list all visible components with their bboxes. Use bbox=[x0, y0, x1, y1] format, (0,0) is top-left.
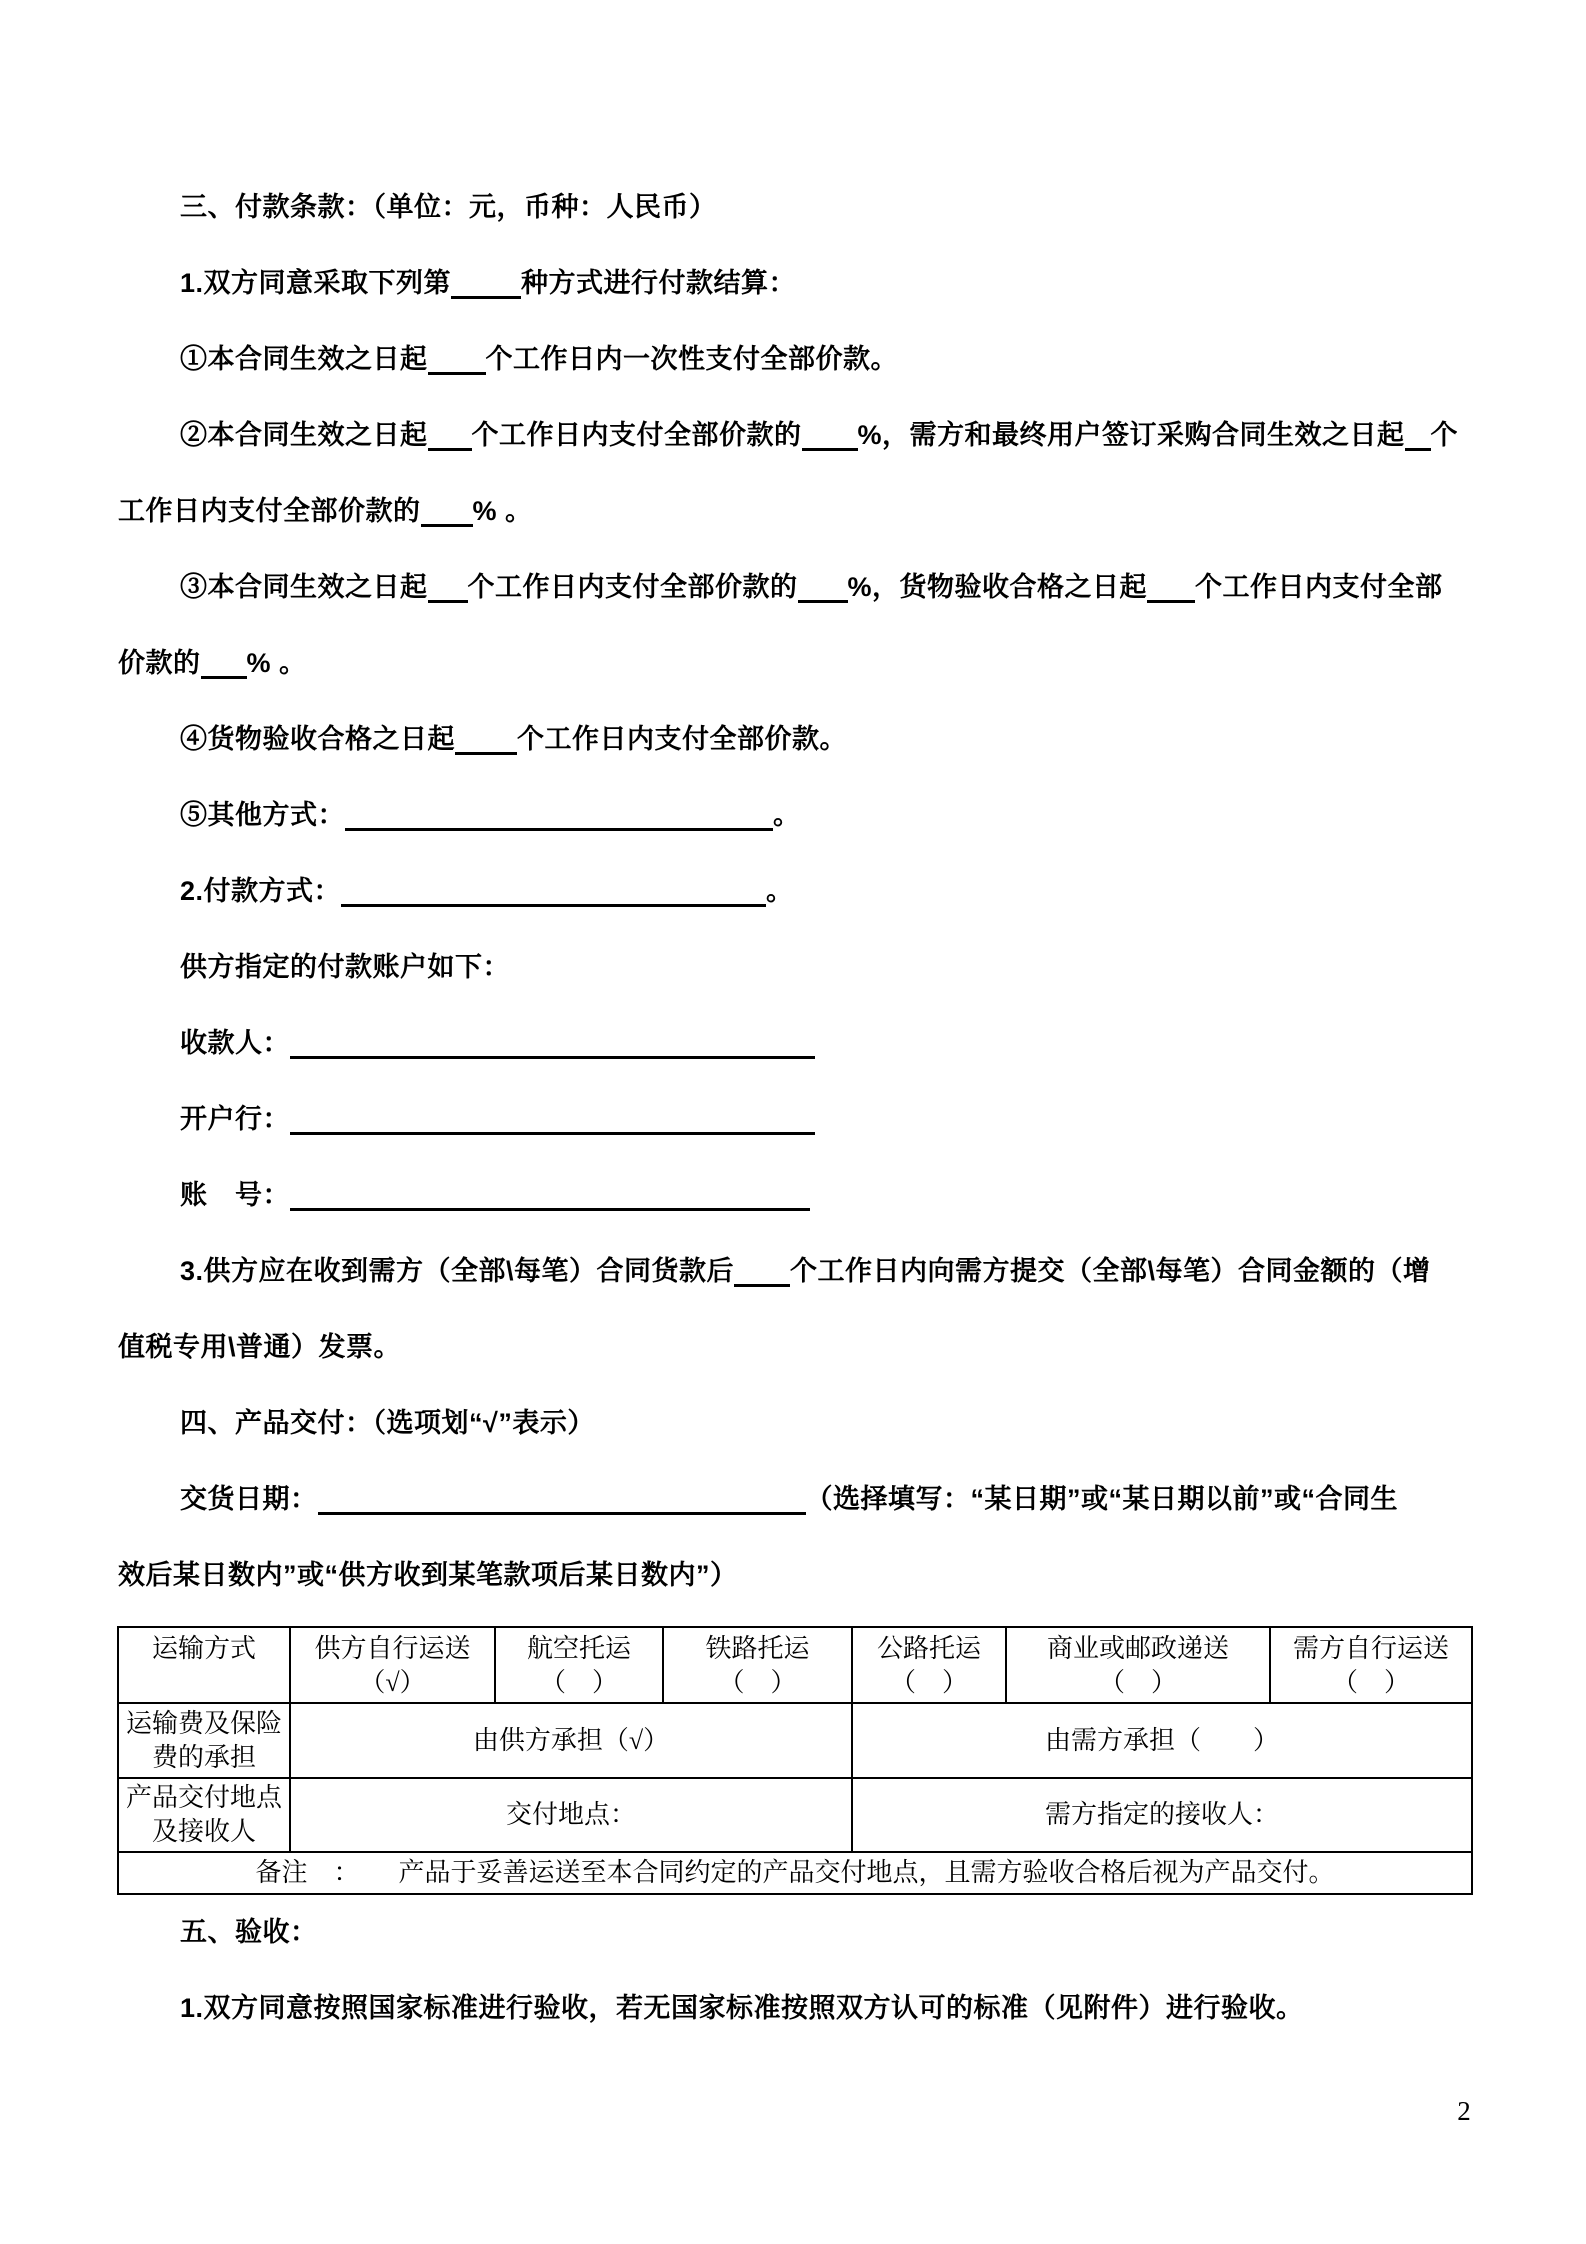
text-run: 个工作日内支付全部价款。 bbox=[517, 724, 847, 754]
freight-cost-row bbox=[118, 1703, 1472, 1778]
text-run: 四、产品交付：（选项划“√”表示） bbox=[180, 1408, 595, 1438]
delivery-place-row bbox=[118, 1778, 1472, 1852]
option-label: 供方自行运送 bbox=[314, 1634, 471, 1663]
payment-clause-2 bbox=[118, 853, 1470, 929]
account-number-line bbox=[118, 1157, 1470, 1233]
text-run: ④货物验收合格之日起 bbox=[180, 724, 455, 754]
remark-row bbox=[118, 1852, 1472, 1894]
acceptance-clause-1 bbox=[118, 1970, 1470, 2046]
option-label: 航空托运 bbox=[526, 1634, 631, 1663]
text-run: 种方式进行付款结算： bbox=[521, 268, 797, 298]
option-road-freight bbox=[852, 1627, 1006, 1703]
fill-in-blank bbox=[318, 1480, 806, 1515]
option-checkbox: （ ） bbox=[1098, 1668, 1177, 1697]
payment-option-2 bbox=[118, 397, 1470, 549]
text-run: （选择填写：“某日期”或“某日期以前”或“合同生 bbox=[805, 1484, 1398, 1514]
text-run: 1.双方同意按照国家标准进行验收，若无国家标准按照双方认可的标准（见附件）进行验收。 bbox=[180, 1993, 1304, 2023]
option-label: 商业或邮政递送 bbox=[1046, 1634, 1229, 1663]
payment-clause-3 bbox=[118, 1233, 1470, 1385]
option-air-freight bbox=[495, 1627, 663, 1703]
text-run: 工作日内支付全部价款的 bbox=[118, 496, 421, 526]
option-supplier-self-delivery bbox=[290, 1627, 495, 1703]
page-number: 2 bbox=[1457, 2096, 1471, 2126]
text-run: 3.供方应在收到需方（全部\每笔）合同货款后 bbox=[180, 1256, 735, 1286]
text-run: 效后某日数内”或“供方收到某笔款项后某日数内”） bbox=[118, 1560, 738, 1590]
delivery-place-label: 产品交付地点及接收人 bbox=[118, 1778, 290, 1852]
text-run: ①本合同生效之日起 bbox=[180, 344, 428, 374]
payment-clause-1 bbox=[118, 245, 1470, 321]
text-run: 交货日期： bbox=[180, 1484, 318, 1514]
option-checkbox: （ ） bbox=[1331, 1668, 1410, 1697]
option-checkbox: （ ） bbox=[539, 1668, 618, 1697]
transport-mode-row bbox=[118, 1627, 1472, 1703]
fill-in-blank bbox=[802, 416, 858, 451]
text-run: 1.双方同意采取下列第 bbox=[180, 268, 452, 298]
fill-in-blank bbox=[734, 1252, 790, 1287]
fill-in-blank bbox=[428, 340, 486, 375]
account-intro bbox=[118, 929, 1470, 1005]
text-run: 价款的 bbox=[118, 648, 201, 678]
bank-line bbox=[118, 1081, 1470, 1157]
delivery-place-field: 交付地点： bbox=[290, 1778, 852, 1852]
option-rail-freight bbox=[663, 1627, 852, 1703]
text-run: 个工作日内一次性支付全部价款。 bbox=[485, 344, 898, 374]
option-label: 需方自行运送 bbox=[1292, 1634, 1449, 1663]
option-label: 铁路托运 bbox=[705, 1634, 810, 1663]
acceptance-section bbox=[118, 1894, 1470, 2046]
text-run: 个 bbox=[1430, 420, 1459, 450]
delivery-date-line bbox=[118, 1461, 1470, 1613]
text-run: 个工作日内支付全部价款的 bbox=[471, 420, 802, 450]
fill-in-blank bbox=[428, 416, 472, 451]
fill-in-blank bbox=[451, 264, 521, 299]
payment-option-1 bbox=[118, 321, 1470, 397]
transport-mode-label: 运输方式 bbox=[118, 1627, 290, 1703]
text-run: % 。 bbox=[472, 496, 533, 526]
fill-in-blank bbox=[290, 1100, 815, 1135]
delivery-method-table bbox=[117, 1626, 1473, 1895]
payee-line bbox=[118, 1005, 1470, 1081]
text-run: 。 bbox=[766, 876, 794, 906]
fill-in-blank bbox=[201, 644, 247, 679]
option-commercial-postal bbox=[1006, 1627, 1270, 1703]
option-checkbox: （√） bbox=[359, 1668, 426, 1697]
text-run: 个工作日内支付全部价款的 bbox=[467, 572, 798, 602]
option-label: 公路托运 bbox=[876, 1634, 981, 1663]
option-checkbox: （ ） bbox=[718, 1668, 797, 1697]
text-run: 2.付款方式： bbox=[180, 876, 342, 906]
fill-in-blank bbox=[798, 568, 848, 603]
text-run: %，需方和最终用户签订采购合同生效之日起 bbox=[857, 420, 1405, 450]
payment-option-4 bbox=[118, 701, 1470, 777]
text-run: 个工作日内向需方提交（全部\每笔）合同金额的（增 bbox=[790, 1256, 1431, 1286]
designated-receiver-field: 需方指定的接收人： bbox=[852, 1778, 1472, 1852]
payment-and-delivery-section bbox=[118, 169, 1470, 1613]
fill-in-blank bbox=[428, 568, 468, 603]
section-3-heading bbox=[118, 169, 1470, 245]
text-run: 收款人： bbox=[180, 1028, 290, 1058]
section-5-heading bbox=[118, 1894, 1470, 1970]
text-run: ②本合同生效之日起 bbox=[180, 420, 428, 450]
fill-in-blank bbox=[345, 796, 773, 831]
freight-borne-by-buyer: 由需方承担（ ） bbox=[852, 1703, 1472, 1778]
freight-cost-label: 运输费及保险费的承担 bbox=[118, 1703, 290, 1778]
text-run: ③本合同生效之日起 bbox=[180, 572, 428, 602]
fill-in-blank bbox=[421, 492, 473, 527]
payment-option-3 bbox=[118, 549, 1470, 701]
text-run: 开户行： bbox=[180, 1104, 290, 1134]
text-run: % 。 bbox=[246, 648, 307, 678]
fill-in-blank bbox=[1147, 568, 1195, 603]
fill-in-blank bbox=[455, 720, 517, 755]
section-4-heading bbox=[118, 1385, 1470, 1461]
fill-in-blank bbox=[1405, 416, 1431, 451]
text-run: 个工作日内支付全部 bbox=[1195, 572, 1443, 602]
freight-borne-by-supplier: 由供方承担（√） bbox=[290, 1703, 852, 1778]
text-run: 值税专用\普通）发票。 bbox=[118, 1332, 402, 1362]
text-run: 。 bbox=[773, 800, 801, 830]
text-run: ⑤其他方式： bbox=[180, 800, 345, 830]
fill-in-blank bbox=[341, 872, 766, 907]
fill-in-blank bbox=[290, 1176, 810, 1211]
option-checkbox: （ ） bbox=[889, 1668, 968, 1697]
remark-text: 备注 ： 产品于妥善运送至本合同约定的产品交付地点，且需方验收合格后视为产品交付。 bbox=[118, 1852, 1472, 1894]
text-run: 账 号： bbox=[180, 1180, 290, 1210]
option-buyer-self-pickup bbox=[1270, 1627, 1472, 1703]
payment-option-5 bbox=[118, 777, 1470, 853]
text-run: 五、验收： bbox=[180, 1917, 318, 1947]
fill-in-blank bbox=[290, 1024, 815, 1059]
text-run: 三、付款条款：（单位：元，币种：人民币） bbox=[180, 192, 717, 222]
text-run: %，货物验收合格之日起 bbox=[847, 572, 1148, 602]
text-run: 供方指定的付款账户如下： bbox=[180, 952, 510, 982]
